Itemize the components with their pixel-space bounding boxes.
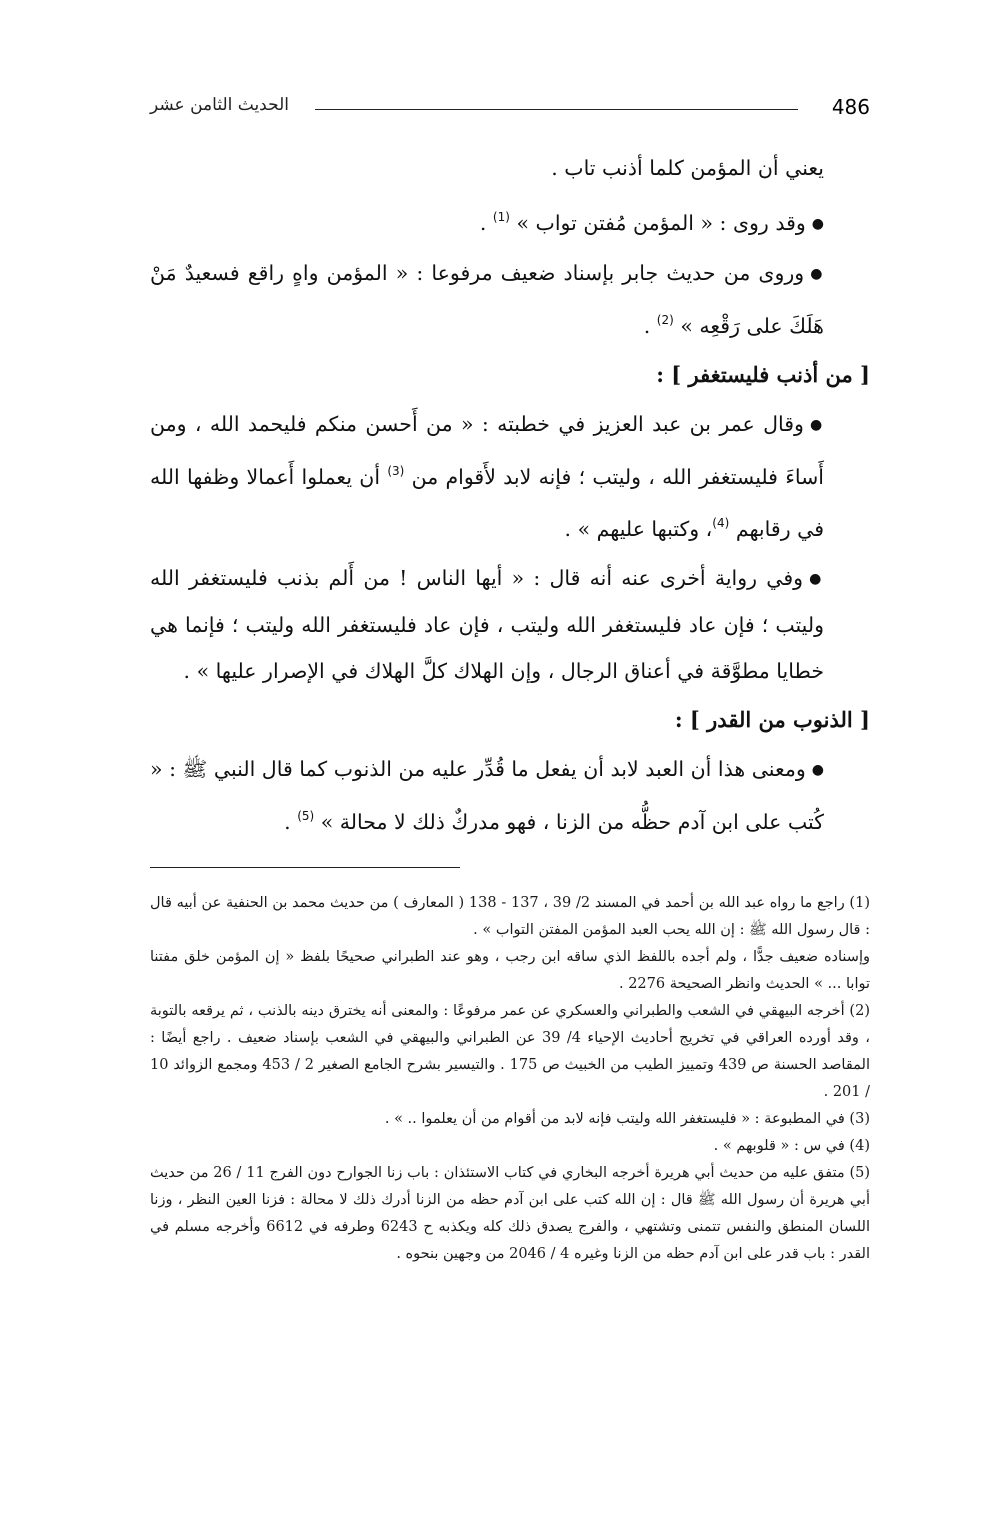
footnote-ref-2: (2) (656, 313, 674, 327)
paragraph-6-text: ومعنى هذا أن العبد لابد أن يفعل ما قُدِّر عليه من الذنوب كما قال النبي ﷺ : « كُتب على ابن آدم حظُّه من الزنا ، فهو مدركٌ ذلك لا محالة » (150, 757, 824, 834)
paragraph-3-text: وروى من حديث جابر بإسناد ضعيف مرفوعا : « المؤمن واهٍ راقع فسعيدٌ مَنْ هَلَكَ على رَقْعِه » (150, 261, 824, 338)
paragraph-1-text: يعني أن المؤمن كلما أذنب تاب . (551, 156, 824, 180)
bullet-icon: ● (809, 417, 824, 433)
paragraph-1 (150, 145, 870, 191)
paragraph-4-text-a: وقال عمر بن عبد العزيز في خطبته : « من أَحسن منكم فليحمد الله ، ومن أَساءَ فليستغفر الله ، وليتب ؛ فإنه لابد لأَقوام من (150, 412, 824, 489)
main-text (150, 145, 870, 845)
bullet-icon: ● (811, 216, 824, 232)
paragraph-4-text-c: ، وكتبها عليهم » . (564, 517, 713, 541)
bullet-icon: ● (810, 266, 825, 282)
page-header (150, 95, 870, 135)
paragraph-5 (150, 555, 870, 694)
paragraph-4 (150, 401, 870, 552)
paragraph-6 (150, 746, 870, 845)
footnote-5: (5) متفق عليه من حديث أبي هريرة أخرجه البخاري في كتاب الاستئذان : باب زنا الجوارح دون الفرج 11 / 26 من حديث أبي هريرة أن رسول الله ﷺ قال : إن الله كتب على ابن آدم حظه من الزنا أدرك ذلك لا محالة : فزنا العين النظر ، وزنا اللسان المنطق والنفس تتمنى وتشتهي ، والفرج يصدق ذلك كله ويكذبه ح 6243 وطرفه في 6612 وأخرجه مسلم في القدر : باب قدر على ابن آدم حظه من الزنا وغيره 4 / 2046 من وجهين بنحوه . (150, 1165, 871, 1262)
footnote-ref-1: (1) (492, 210, 510, 224)
running-head: الحديث الثامن عشر (150, 95, 289, 115)
footnote-2: (2) أخرجه البيهقي في الشعب والطبراني والعسكري عن عمر مرفوعًا : والمعنى أنه يخترق دينه بالذنب ، ثم يرقعه بالتوبة ، وقد أورده العراقي في تخريج أحاديث الإحياء 4/ 39 عن الطبراني والبيهقي في الشعب بإسناد ضعيف . راجع أيضًا : المقاصد الحسنة ص 439 وتمييز الطيب من الخبيث ص 175 . والتيسير بشرح الجامع الصغير 2 / 453 ومجمع الزوائد 10 / 201 . (150, 1003, 870, 1100)
footnote-3: (3) في المطبوعة : « فليستغفر الله وليتب فإنه لابد من أقوام من أن يعلموا .. » . (384, 1111, 870, 1127)
header-rule (315, 109, 798, 110)
footnotes (150, 890, 870, 1268)
section-heading-1: [ من أذنب فليستغفر ] : (656, 362, 870, 387)
paragraph-3-end: . (643, 314, 657, 338)
footnote-ref-3: (3) (387, 464, 405, 478)
section-heading-2: [ الذنوب من القدر ] : (674, 707, 870, 732)
page-number: 486 (831, 95, 870, 119)
footnote-1: (1) راجع ما رواه عبد الله بن أحمد في المسند 2/ 39 ، 137 - 138 ( المعارف ) من حديث محمد بن الحنفية عن أبيه قال : قال رسول الله ﷺ : إن الله يحب العبد المؤمن المفتن التواب » . (150, 895, 870, 938)
paragraph-6-end: . (284, 810, 298, 834)
footnote-ref-4: (4) (712, 516, 730, 530)
paragraph-5-text: وفي رواية أخرى عنه أنه قال : « أيها الناس ! من أَلم بذنب فليستغفر الله وليتب ؛ فإن عاد فليستغفر الله وليتب ، فإن عاد فليستغفر الله وليتب ؛ فإنما هي خطايا مطوَّقة في أعناق الرجال ، وإن الهلاك كلَّ الهلاك في الإصرار عليها » . (150, 566, 824, 683)
paragraph-3 (150, 250, 870, 349)
book-page (150, 95, 870, 1268)
paragraph-2-text: وقد روى : « المؤمن مُفتن تواب » (516, 211, 806, 235)
bullet-icon: ● (811, 762, 824, 778)
footnote-1-continued: وإسناده ضعيف جدًّا ، ولم أجده باللفظ الذي ساقه ابن رجب ، وهو عند الطبراني صحيحًا بلفظ « إن المؤمن خلق مفتنا توابا ... » الحديث وانظر الصحيحة 2276 . (150, 949, 870, 992)
paragraph-2-end: . (479, 211, 493, 235)
paragraph-2 (150, 194, 870, 247)
footnote-ref-5: (5) (297, 809, 315, 823)
footnote-divider (150, 867, 460, 868)
paragraph-4-text-b: أن يعملوا أَعمالا وظفها الله في رقابهم (150, 465, 824, 541)
footnote-4: (4) في س : « قلوبهم » . (713, 1138, 870, 1154)
bullet-icon: ● (809, 571, 824, 587)
